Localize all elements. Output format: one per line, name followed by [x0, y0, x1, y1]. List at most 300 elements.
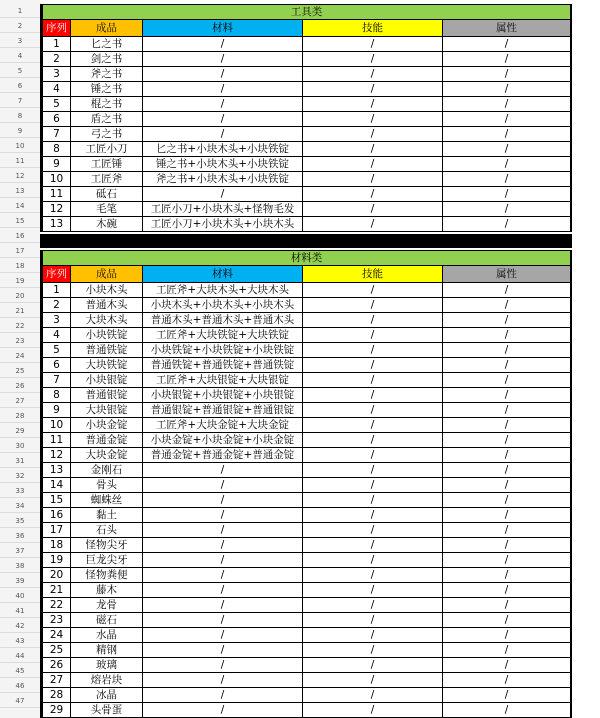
cell-product[interactable]: 精钢 [71, 643, 143, 658]
row-number[interactable]: 19 [0, 274, 40, 288]
header-attr[interactable]: 属性 [443, 20, 571, 37]
cell-attr[interactable]: / [443, 298, 571, 313]
cell-product[interactable]: 小块铁锭 [71, 328, 143, 343]
row-number[interactable]: 31 [0, 454, 40, 468]
cell-seq[interactable]: 7 [43, 127, 71, 142]
header-product[interactable]: 成品 [71, 266, 143, 283]
table-row [43, 127, 571, 142]
cell-attr[interactable]: / [443, 493, 571, 508]
cell-material[interactable]: / [143, 658, 303, 673]
cell-material[interactable]: / [143, 52, 303, 67]
cell-material[interactable]: 小块银锭+小块银锭+小块银锭 [143, 388, 303, 403]
row-number[interactable]: 44 [0, 649, 40, 663]
cell-skill[interactable]: / [303, 358, 443, 373]
header-seq[interactable]: 序列 [43, 20, 71, 37]
cell-seq[interactable]: 29 [43, 703, 71, 718]
cell-product[interactable]: 匕之书 [71, 37, 143, 52]
cell-attr[interactable]: / [443, 358, 571, 373]
cell-product[interactable]: 普通铁锭 [71, 343, 143, 358]
cell-material[interactable]: / [143, 112, 303, 127]
cell-seq[interactable]: 26 [43, 658, 71, 673]
cell-product[interactable]: 盾之书 [71, 112, 143, 127]
cell-skill[interactable]: / [303, 688, 443, 703]
cell-product[interactable]: 藤木 [71, 583, 143, 598]
cell-product[interactable]: 毛笔 [71, 202, 143, 217]
cell-skill[interactable]: / [303, 553, 443, 568]
row-number[interactable]: 4 [0, 49, 40, 63]
cell-attr[interactable]: / [443, 127, 571, 142]
cell-seq[interactable]: 22 [43, 598, 71, 613]
row-number[interactable]: 13 [0, 184, 40, 198]
cell-skill[interactable]: / [303, 388, 443, 403]
cell-seq[interactable]: 18 [43, 538, 71, 553]
cell-attr[interactable]: / [443, 202, 571, 217]
cell-skill[interactable]: / [303, 112, 443, 127]
cell-material[interactable]: / [143, 37, 303, 52]
cell-skill[interactable]: / [303, 583, 443, 598]
row-number[interactable]: 43 [0, 634, 40, 648]
row-number[interactable]: 29 [0, 424, 40, 438]
row-number[interactable]: 17 [0, 244, 40, 258]
cell-seq[interactable]: 10 [43, 172, 71, 187]
cell-skill[interactable]: / [303, 298, 443, 313]
cell-product[interactable]: 木碗 [71, 217, 143, 232]
cell-seq[interactable]: 25 [43, 643, 71, 658]
cell-material[interactable]: 工匠小刀+小块木头+怪物毛发 [143, 202, 303, 217]
row-number[interactable]: 28 [0, 409, 40, 423]
cell-skill[interactable]: / [303, 202, 443, 217]
cell-attr[interactable]: / [443, 187, 571, 202]
header-seq[interactable]: 序列 [43, 266, 71, 283]
cell-attr[interactable]: / [443, 328, 571, 343]
cell-attr[interactable]: / [443, 688, 571, 703]
cell-skill[interactable]: / [303, 67, 443, 82]
table-row [43, 82, 571, 97]
cell-seq[interactable]: 9 [43, 403, 71, 418]
cell-skill[interactable]: / [303, 187, 443, 202]
cell-material[interactable]: 普通木头+普通木头+普通木头 [143, 313, 303, 328]
cell-attr[interactable]: / [443, 658, 571, 673]
data-table [42, 250, 571, 718]
row-number[interactable]: 23 [0, 334, 40, 348]
table-row [43, 142, 571, 157]
cell-material[interactable]: / [143, 643, 303, 658]
cell-material[interactable]: / [143, 553, 303, 568]
cell-product[interactable]: 金刚石 [71, 463, 143, 478]
header-skill[interactable]: 技能 [303, 20, 443, 37]
cell-attr[interactable]: / [443, 403, 571, 418]
cell-attr[interactable]: / [443, 217, 571, 232]
cell-material[interactable]: 匕之书+小块木头+小块铁锭 [143, 142, 303, 157]
row-number[interactable]: 38 [0, 559, 40, 573]
table-row [43, 643, 571, 658]
cell-material[interactable]: 普通金锭+普通金锭+普通金锭 [143, 448, 303, 463]
cell-attr[interactable]: / [443, 643, 571, 658]
cell-material[interactable]: / [143, 688, 303, 703]
cell-skill[interactable]: / [303, 37, 443, 52]
cell-product[interactable]: 弓之书 [71, 127, 143, 142]
cell-skill[interactable]: / [303, 493, 443, 508]
row-number[interactable]: 11 [0, 154, 40, 168]
cell-product[interactable]: 普通银锭 [71, 388, 143, 403]
cell-product[interactable]: 玻璃 [71, 658, 143, 673]
cell-skill[interactable]: / [303, 448, 443, 463]
cell-material[interactable]: 工匠小刀+小块木头+小块木头 [143, 217, 303, 232]
cell-product[interactable]: 蜘蛛丝 [71, 493, 143, 508]
cell-skill[interactable]: / [303, 568, 443, 583]
row-number[interactable]: 35 [0, 514, 40, 528]
cell-skill[interactable]: / [303, 613, 443, 628]
cell-material[interactable]: / [143, 478, 303, 493]
table-row [43, 187, 571, 202]
cell-skill[interactable]: / [303, 598, 443, 613]
table-row [43, 343, 571, 358]
cell-product[interactable]: 熔岩块 [71, 673, 143, 688]
cell-material[interactable]: 工匠斧+大块木头+大块木头 [143, 283, 303, 298]
cell-product[interactable]: 工匠小刀 [71, 142, 143, 157]
table-row [43, 202, 571, 217]
row-number[interactable]: 24 [0, 349, 40, 363]
cell-seq[interactable]: 8 [43, 388, 71, 403]
row-number[interactable]: 27 [0, 394, 40, 408]
cell-material[interactable]: 普通铁锭+普通铁锭+普通铁锭 [143, 358, 303, 373]
materials-table [40, 250, 572, 718]
cell-skill[interactable]: / [303, 127, 443, 142]
cell-product[interactable]: 小块金锭 [71, 418, 143, 433]
table-row [43, 217, 571, 232]
cell-attr[interactable]: / [443, 463, 571, 478]
table-row [43, 112, 571, 127]
cell-material[interactable]: / [143, 493, 303, 508]
cell-attr[interactable]: / [443, 583, 571, 598]
cell-attr[interactable]: / [443, 673, 571, 688]
cell-seq[interactable]: 4 [43, 82, 71, 97]
cell-attr[interactable]: / [443, 283, 571, 298]
cell-skill[interactable]: / [303, 403, 443, 418]
cell-material[interactable]: / [143, 463, 303, 478]
table-row [43, 283, 571, 298]
cell-skill[interactable]: / [303, 52, 443, 67]
row-number[interactable]: 5 [0, 64, 40, 78]
cell-seq[interactable]: 2 [43, 52, 71, 67]
cell-material[interactable]: / [143, 127, 303, 142]
cell-skill[interactable]: / [303, 313, 443, 328]
cell-product[interactable]: 小块银锭 [71, 373, 143, 388]
row-number[interactable]: 9 [0, 124, 40, 138]
cell-attr[interactable]: / [443, 703, 571, 718]
cell-seq[interactable]: 9 [43, 157, 71, 172]
right-margin [572, 0, 600, 718]
row-number[interactable]: 32 [0, 469, 40, 483]
cell-seq[interactable]: 20 [43, 568, 71, 583]
cell-attr[interactable]: / [443, 553, 571, 568]
cell-attr[interactable]: / [443, 82, 571, 97]
cell-attr[interactable]: / [443, 172, 571, 187]
cell-product[interactable]: 大块铁锭 [71, 358, 143, 373]
cell-skill[interactable]: / [303, 508, 443, 523]
cell-skill[interactable]: / [303, 328, 443, 343]
cell-skill[interactable]: / [303, 523, 443, 538]
table-row [43, 373, 571, 388]
cell-seq[interactable]: 5 [43, 97, 71, 112]
cell-material[interactable]: 工匠斧+大块银锭+大块银锭 [143, 373, 303, 388]
table-row [43, 658, 571, 673]
row-number[interactable]: 26 [0, 379, 40, 393]
table-row [43, 478, 571, 493]
cell-seq[interactable]: 12 [43, 448, 71, 463]
row-number[interactable]: 39 [0, 574, 40, 588]
row-number[interactable]: 46 [0, 679, 40, 693]
cell-product[interactable]: 巨龙尖牙 [71, 553, 143, 568]
table-row [43, 463, 571, 478]
cell-skill[interactable]: / [303, 643, 443, 658]
row-number[interactable]: 15 [0, 214, 40, 228]
row-number[interactable]: 47 [0, 694, 40, 708]
row-number[interactable]: 45 [0, 664, 40, 678]
cell-attr[interactable]: / [443, 508, 571, 523]
cell-seq[interactable]: 8 [43, 142, 71, 157]
cell-attr[interactable]: / [443, 97, 571, 112]
cell-seq[interactable]: 23 [43, 613, 71, 628]
cell-seq[interactable]: 19 [43, 553, 71, 568]
cell-seq[interactable]: 2 [43, 298, 71, 313]
cell-seq[interactable]: 14 [43, 478, 71, 493]
cell-skill[interactable]: / [303, 673, 443, 688]
cell-material[interactable]: / [143, 583, 303, 598]
row-number[interactable]: 41 [0, 604, 40, 618]
cell-product[interactable]: 大块银锭 [71, 403, 143, 418]
cell-skill[interactable]: / [303, 478, 443, 493]
cell-product[interactable]: 普通木头 [71, 298, 143, 313]
cell-material[interactable]: 锤之书+小块木头+小块铁锭 [143, 157, 303, 172]
cell-attr[interactable]: / [443, 37, 571, 52]
cell-seq[interactable]: 3 [43, 67, 71, 82]
cell-product[interactable]: 头骨蛋 [71, 703, 143, 718]
cell-skill[interactable]: / [303, 217, 443, 232]
cell-material[interactable]: 小块金锭+小块金锭+小块金锭 [143, 433, 303, 448]
cell-material[interactable]: / [143, 187, 303, 202]
cell-seq[interactable]: 1 [43, 283, 71, 298]
header-attr[interactable]: 属性 [443, 266, 571, 283]
cell-attr[interactable]: / [443, 478, 571, 493]
cell-attr[interactable]: / [443, 67, 571, 82]
table-row [43, 493, 571, 508]
cell-material[interactable]: / [143, 703, 303, 718]
cell-material[interactable]: / [143, 613, 303, 628]
cell-skill[interactable]: / [303, 343, 443, 358]
header-skill[interactable]: 技能 [303, 266, 443, 283]
cell-skill[interactable]: / [303, 628, 443, 643]
cell-seq[interactable]: 13 [43, 463, 71, 478]
cell-seq[interactable]: 15 [43, 493, 71, 508]
row-number[interactable]: 34 [0, 499, 40, 513]
cell-attr[interactable]: / [443, 142, 571, 157]
cell-skill[interactable]: / [303, 172, 443, 187]
cell-material[interactable]: / [143, 97, 303, 112]
cell-product[interactable]: 砥石 [71, 187, 143, 202]
row-number[interactable]: 7 [0, 94, 40, 108]
table-row [43, 673, 571, 688]
cell-product[interactable]: 普通金锭 [71, 433, 143, 448]
table-row [43, 313, 571, 328]
row-number[interactable]: 3 [0, 34, 40, 48]
row-number[interactable]: 21 [0, 304, 40, 318]
row-number[interactable]: 22 [0, 319, 40, 333]
cell-product[interactable]: 骨头 [71, 478, 143, 493]
header-material[interactable]: 材料 [143, 266, 303, 283]
cell-seq[interactable]: 1 [43, 37, 71, 52]
cell-skill[interactable]: / [303, 703, 443, 718]
data-table [42, 4, 571, 232]
cell-seq[interactable]: 13 [43, 217, 71, 232]
cell-seq[interactable]: 27 [43, 673, 71, 688]
cell-product[interactable]: 怪物粪便 [71, 568, 143, 583]
cell-attr[interactable]: / [443, 598, 571, 613]
table-row [43, 37, 571, 52]
cell-product[interactable]: 黏土 [71, 508, 143, 523]
cell-seq[interactable]: 7 [43, 373, 71, 388]
row-number[interactable]: 12 [0, 169, 40, 183]
cell-attr[interactable]: / [443, 157, 571, 172]
row-number[interactable]: 2 [0, 19, 40, 33]
cell-product[interactable]: 磁石 [71, 613, 143, 628]
cell-seq[interactable]: 21 [43, 583, 71, 598]
cell-attr[interactable]: / [443, 313, 571, 328]
row-number[interactable]: 33 [0, 484, 40, 498]
cell-material[interactable]: 工匠斧+大块金锭+大块金锭 [143, 418, 303, 433]
row-number[interactable]: 36 [0, 529, 40, 543]
cell-material[interactable]: / [143, 628, 303, 643]
cell-product[interactable]: 大块金锭 [71, 448, 143, 463]
cell-seq[interactable]: 12 [43, 202, 71, 217]
cell-material[interactable]: / [143, 523, 303, 538]
table-row [43, 328, 571, 343]
cell-product[interactable]: 棍之书 [71, 97, 143, 112]
section-separator [40, 234, 572, 248]
cell-attr[interactable]: / [443, 628, 571, 643]
cell-skill[interactable]: / [303, 463, 443, 478]
cell-material[interactable]: 工匠斧+大块铁锭+大块铁锭 [143, 328, 303, 343]
table-row [43, 52, 571, 67]
cell-product[interactable]: 石头 [71, 523, 143, 538]
cell-skill[interactable]: / [303, 142, 443, 157]
header-material[interactable]: 材料 [143, 20, 303, 37]
row-number[interactable]: 20 [0, 289, 40, 303]
table-row [43, 403, 571, 418]
cell-skill[interactable]: / [303, 283, 443, 298]
table-title[interactable]: 材料类 [43, 251, 571, 266]
cell-attr[interactable]: / [443, 373, 571, 388]
cell-attr[interactable]: / [443, 448, 571, 463]
cell-product[interactable]: 冰晶 [71, 688, 143, 703]
table-row [43, 598, 571, 613]
cell-material[interactable]: 普通银锭+普通银锭+普通银锭 [143, 403, 303, 418]
cell-attr[interactable]: / [443, 388, 571, 403]
cell-material[interactable]: 小块木头+小块木头+小块木头 [143, 298, 303, 313]
row-number[interactable]: 30 [0, 439, 40, 453]
row-number[interactable]: 18 [0, 259, 40, 273]
row-number[interactable]: 16 [0, 229, 40, 243]
cell-material[interactable]: / [143, 508, 303, 523]
cell-material[interactable]: / [143, 568, 303, 583]
cell-product[interactable]: 锤之书 [71, 82, 143, 97]
header-product[interactable]: 成品 [71, 20, 143, 37]
cell-attr[interactable]: / [443, 613, 571, 628]
cell-seq[interactable]: 24 [43, 628, 71, 643]
cell-skill[interactable]: / [303, 538, 443, 553]
row-number[interactable]: 37 [0, 544, 40, 558]
cell-attr[interactable]: / [443, 112, 571, 127]
cell-product[interactable]: 工匠锤 [71, 157, 143, 172]
row-number[interactable]: 6 [0, 79, 40, 93]
cell-product[interactable]: 大块木头 [71, 313, 143, 328]
cell-seq[interactable]: 17 [43, 523, 71, 538]
table-row [43, 538, 571, 553]
cell-seq[interactable]: 28 [43, 688, 71, 703]
table-row [43, 97, 571, 112]
cell-material[interactable]: / [143, 598, 303, 613]
row-number[interactable]: 1 [0, 4, 40, 18]
cell-skill[interactable]: / [303, 82, 443, 97]
row-number[interactable]: 25 [0, 364, 40, 378]
cell-skill[interactable]: / [303, 433, 443, 448]
cell-material[interactable]: / [143, 538, 303, 553]
cell-attr[interactable]: / [443, 52, 571, 67]
cell-material[interactable]: / [143, 82, 303, 97]
table-row [43, 568, 571, 583]
cell-seq[interactable]: 11 [43, 433, 71, 448]
cell-seq[interactable]: 6 [43, 358, 71, 373]
cell-material[interactable]: / [143, 673, 303, 688]
cell-skill[interactable]: / [303, 373, 443, 388]
cell-product[interactable]: 剑之书 [71, 52, 143, 67]
cell-seq[interactable]: 4 [43, 328, 71, 343]
row-number[interactable]: 14 [0, 199, 40, 213]
cell-seq[interactable]: 3 [43, 313, 71, 328]
cell-seq[interactable]: 10 [43, 418, 71, 433]
cell-attr[interactable]: / [443, 523, 571, 538]
cell-skill[interactable]: / [303, 97, 443, 112]
cell-material[interactable]: 小块铁锭+小块铁锭+小块铁锭 [143, 343, 303, 358]
cell-product[interactable]: 水晶 [71, 628, 143, 643]
cell-product[interactable]: 工匠斧 [71, 172, 143, 187]
row-number[interactable]: 10 [0, 139, 40, 153]
cell-attr[interactable]: / [443, 568, 571, 583]
cell-product[interactable]: 怪物尖牙 [71, 538, 143, 553]
cell-skill[interactable]: / [303, 418, 443, 433]
cell-attr[interactable]: / [443, 343, 571, 358]
cell-seq[interactable]: 5 [43, 343, 71, 358]
cell-product[interactable]: 斧之书 [71, 67, 143, 82]
cell-skill[interactable]: / [303, 157, 443, 172]
cell-material[interactable]: / [143, 67, 303, 82]
table-title[interactable]: 工具类 [43, 5, 571, 20]
table-row [43, 613, 571, 628]
row-number[interactable]: 8 [0, 109, 40, 123]
cell-skill[interactable]: / [303, 658, 443, 673]
cell-attr[interactable]: / [443, 538, 571, 553]
cell-material[interactable]: 斧之书+小块木头+小块铁锭 [143, 172, 303, 187]
cell-product[interactable]: 小块木头 [71, 283, 143, 298]
cell-product[interactable]: 龙骨 [71, 598, 143, 613]
row-number[interactable]: 40 [0, 589, 40, 603]
cell-seq[interactable]: 11 [43, 187, 71, 202]
cell-attr[interactable]: / [443, 433, 571, 448]
cell-seq[interactable]: 6 [43, 112, 71, 127]
cell-seq[interactable]: 16 [43, 508, 71, 523]
cell-attr[interactable]: / [443, 418, 571, 433]
row-number[interactable]: 42 [0, 619, 40, 633]
